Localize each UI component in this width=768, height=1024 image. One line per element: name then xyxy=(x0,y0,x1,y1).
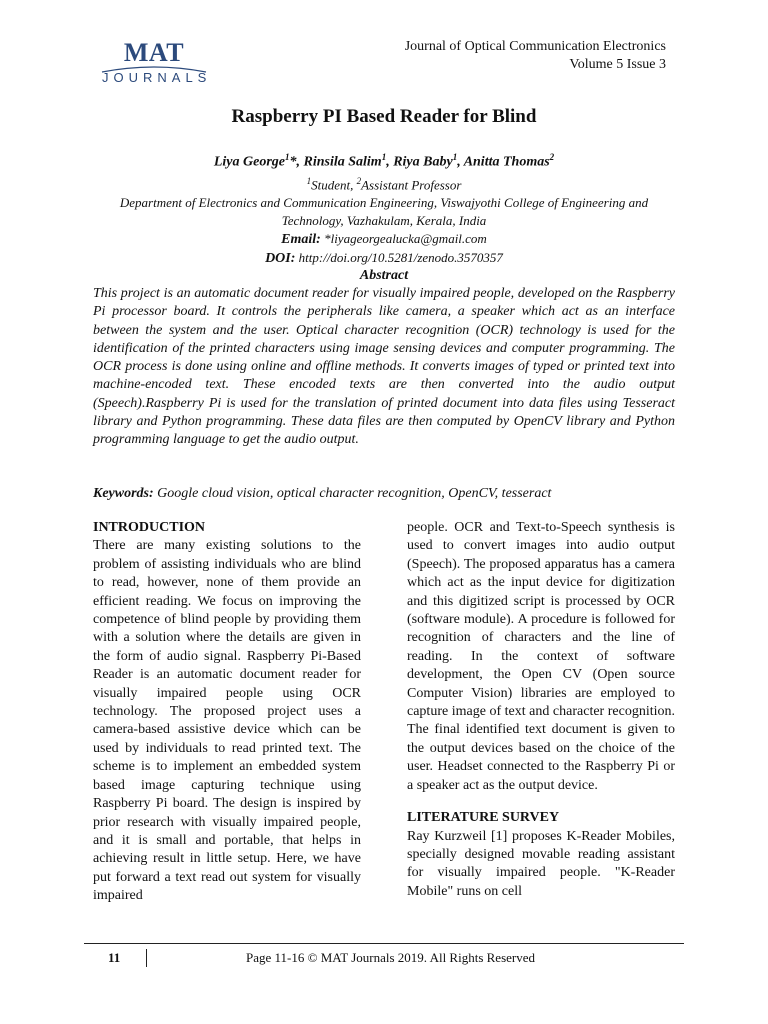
section-spacer xyxy=(407,795,675,809)
author-name: Riya Baby xyxy=(393,154,453,170)
role-sup: 1 xyxy=(306,175,312,186)
author-name: Rinsila Salim xyxy=(303,154,382,170)
page-number-separator xyxy=(146,949,147,967)
author-separator: , xyxy=(457,154,464,170)
author-name: Liya George xyxy=(213,154,285,170)
right-column xyxy=(407,519,675,901)
email-label: Email: xyxy=(281,231,321,247)
author-sup: 1 xyxy=(381,152,387,162)
role-student: Student, xyxy=(311,176,357,192)
author-name: Anitta Thomas xyxy=(463,154,550,170)
keywords-label: Keywords: xyxy=(93,486,154,501)
author-sup: 2 xyxy=(549,152,555,162)
footer-divider xyxy=(84,943,684,944)
email-link[interactable]: *liyageorgealucka@gmail.com xyxy=(320,230,487,246)
logo-arc-icon xyxy=(98,64,210,74)
page-number: 11 xyxy=(108,950,121,965)
role-sup: 2 xyxy=(356,175,362,186)
doi-link[interactable]: http://doi.org/10.5281/zenodo.3570357 xyxy=(295,249,503,265)
introduction-text-left: There are many existing solutions to the problem of assisting individuals who are blind to read, however, none of them provide an efficient reading. We focus on improving the competence of blind people by providing them with a solution where the details are given in the form of audio signal. Raspberry Pi-Based Reader is an automatic document reader for visually impaired people using OCR technology. The proposed project uses a camera-based assistive device which can be used by individuals to read printed text. The scheme is to implement an embedded system based image capturing technique using Raspberry Pi board. The design is inspired by prior research with visually impaired people, and it is small and portable, that helps in achieving result in little setup. Here, we have put forward a text read out system for visually impaired xyxy=(93,538,361,904)
author-sup: 1 xyxy=(285,152,290,162)
role-professor: Assistant Professor xyxy=(361,176,462,192)
author-mark: *, xyxy=(289,154,304,170)
journal-info xyxy=(405,38,666,74)
paper-title: Raspberry PI Based Reader for Blind xyxy=(231,106,537,127)
footer-copyright: Page 11-16 © MAT Journals 2019. All Rights Reserved xyxy=(246,950,536,965)
authors-block xyxy=(88,148,680,268)
abstract-heading: Abstract xyxy=(359,268,409,283)
introduction-text-right: people. OCR and Text-to-Speech synthesis is used to convert images into audio output (Speech). The proposed apparatus has a camera which act as the input device for digitization and this digitized script is processed by OCR (software module). A procedure is followed for recognition of characters and the line of reading. In the context of software development, the Open CV (Open source Computer Vision) libraries are employed to capture image of text and character recognition. The final identified text document is given to the output devices based on the choice of the user. Headset connected to the Raspberry Pi or a speaker act as the output device. xyxy=(407,520,675,793)
author-separator: , xyxy=(386,154,394,170)
introduction-heading: INTRODUCTION xyxy=(93,520,206,535)
doi-line xyxy=(88,249,680,268)
literature-heading: LITERATURE SURVEY xyxy=(407,810,560,826)
doi-label: DOI: xyxy=(265,250,296,266)
literature-text: Ray Kurzweil [1] proposes K-Reader Mobiles, specially designed movable reading assistant for visually impaired people. "K-Reader Mobile" runs on cell xyxy=(407,828,675,899)
keywords-text: Google cloud vision, optical character recognition, OpenCV, tesseract xyxy=(153,486,552,501)
author-sup: 1 xyxy=(452,152,458,162)
journal-name: Journal of Optical Communication Electronics xyxy=(404,39,666,54)
logo-mat-text: MAT xyxy=(123,38,185,67)
logo-journals-text: JOURNALS xyxy=(102,70,212,85)
journal-volume: Volume 5 Issue 3 xyxy=(569,57,666,72)
keywords xyxy=(93,485,675,503)
author-roles xyxy=(88,172,680,194)
abstract-text: This project is an automatic document reader for visually impaired people, developed on the Raspberry Pi processor board. It controls the peripherals like camera, a speaker which act as an interface between the system and the user. Optical character recognition (OCR) technology is used for the identification of the printed characters using image sensing devices and computer programming. The OCR process is done using online and offline methods. It converts images of typed or printed text into machine-encoded text. These encoded texts are then converted into the audio output (Speech).Raspberry Pi is used for the translation of printed document into data files using Tesseract library and Python programming. These data files are then computed by OpenCV library and Python programming language to get the audio output. xyxy=(93,286,675,448)
email-line xyxy=(88,230,680,249)
author-list xyxy=(88,148,680,172)
mat-journals-logo xyxy=(98,40,210,85)
affiliation: Department of Electronics and Communication Engineering, Viswajyothi College of Engineering and Technology, Vazhakulam, Kerala, India xyxy=(119,194,649,228)
left-column xyxy=(93,519,361,906)
